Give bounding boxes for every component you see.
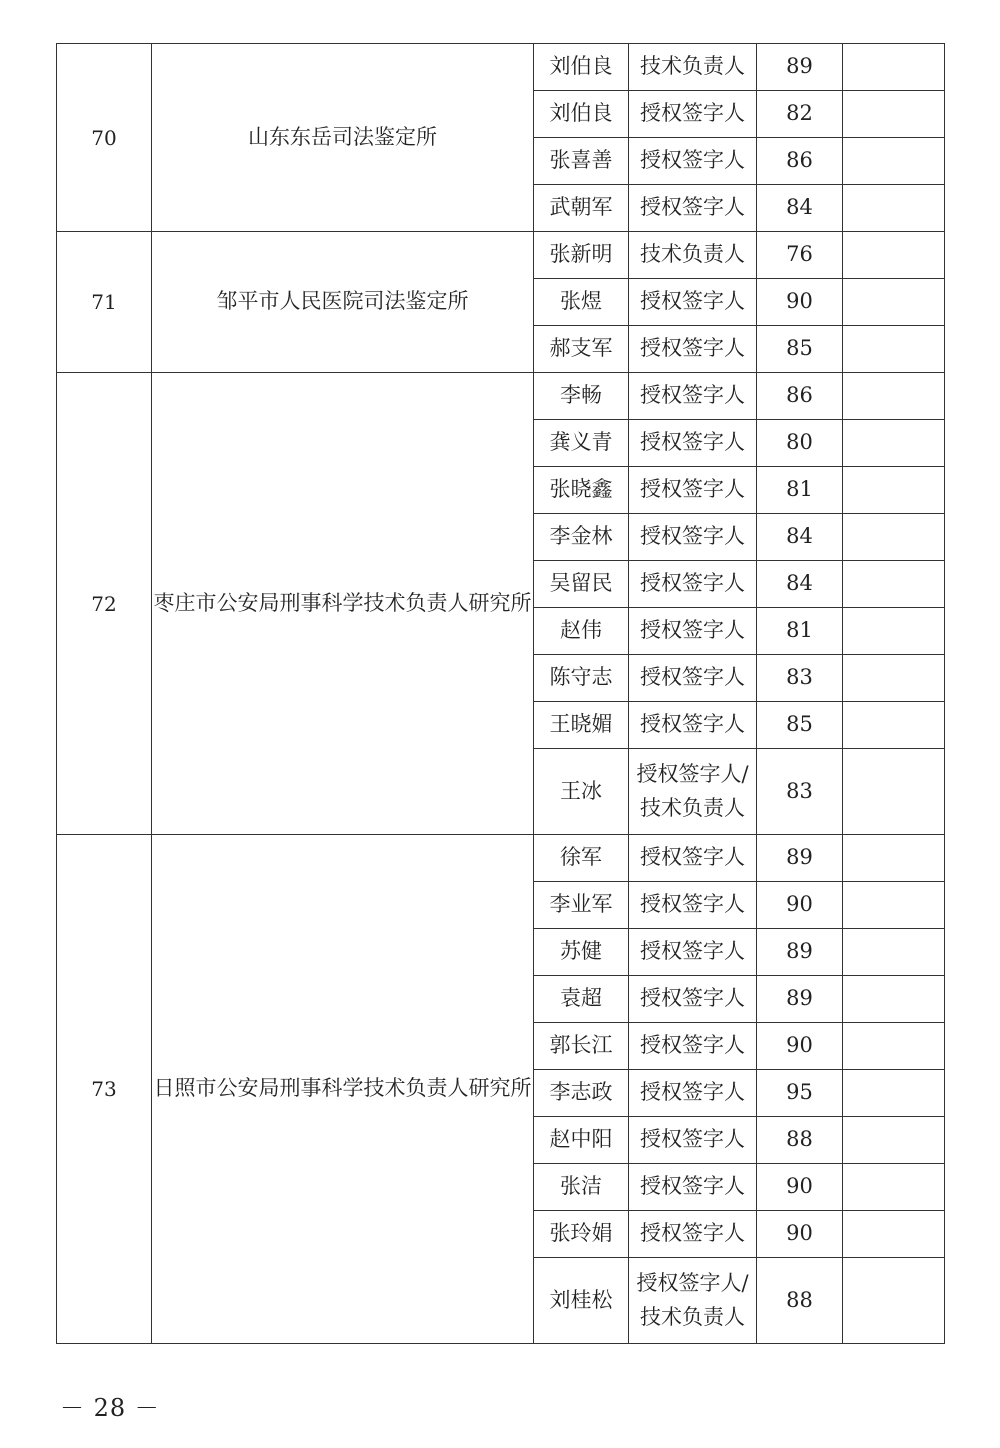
person-role	[629, 1258, 757, 1344]
person-name: 刘伯良	[534, 91, 629, 138]
person-score: 83	[757, 655, 843, 702]
empty-cell	[843, 326, 945, 373]
role-line: 技术负责人	[640, 1304, 745, 1329]
person-score: 90	[757, 1023, 843, 1070]
person-name: 张新明	[534, 232, 629, 279]
person-score: 85	[757, 326, 843, 373]
person-role: 授权签字人	[629, 608, 757, 655]
empty-cell	[843, 279, 945, 326]
organization-name: 枣庄市公安局刑事科学技术负责人研究所	[152, 373, 534, 835]
empty-cell	[843, 420, 945, 467]
person-score: 95	[757, 1070, 843, 1117]
person-score: 90	[757, 279, 843, 326]
empty-cell	[843, 1070, 945, 1117]
person-score: 89	[757, 835, 843, 882]
empty-cell	[843, 138, 945, 185]
organization-name: 邹平市人民医院司法鉴定所	[152, 232, 534, 373]
empty-cell	[843, 929, 945, 976]
empty-cell	[843, 835, 945, 882]
person-score: 82	[757, 91, 843, 138]
group-number: 71	[57, 232, 152, 373]
role-line: 技术负责人	[640, 795, 745, 820]
table-row	[57, 835, 945, 882]
table-row	[57, 44, 945, 91]
empty-cell	[843, 185, 945, 232]
person-role: 技术负责人	[629, 44, 757, 91]
empty-cell	[843, 702, 945, 749]
person-score: 86	[757, 138, 843, 185]
person-name: 龚义青	[534, 420, 629, 467]
person-score: 89	[757, 976, 843, 1023]
person-score: 90	[757, 1211, 843, 1258]
roster-table	[56, 43, 945, 1344]
person-score: 89	[757, 44, 843, 91]
person-name: 苏健	[534, 929, 629, 976]
person-score: 90	[757, 1164, 843, 1211]
person-name: 郝支军	[534, 326, 629, 373]
person-score: 81	[757, 467, 843, 514]
person-name: 赵伟	[534, 608, 629, 655]
empty-cell	[843, 44, 945, 91]
person-role: 授权签字人	[629, 279, 757, 326]
empty-cell	[843, 1211, 945, 1258]
person-role	[629, 749, 757, 835]
person-name: 刘伯良	[534, 44, 629, 91]
person-name: 袁超	[534, 976, 629, 1023]
person-name: 陈守志	[534, 655, 629, 702]
person-score: 84	[757, 185, 843, 232]
person-name: 李金林	[534, 514, 629, 561]
person-name: 李业军	[534, 882, 629, 929]
person-name: 刘桂松	[534, 1258, 629, 1344]
person-name: 张洁	[534, 1164, 629, 1211]
group-number: 73	[57, 835, 152, 1344]
group-number: 70	[57, 44, 152, 232]
role-line: 授权签字人/	[636, 1270, 749, 1295]
person-role: 授权签字人	[629, 702, 757, 749]
person-role: 授权签字人	[629, 835, 757, 882]
organization-name: 日照市公安局刑事科学技术负责人研究所	[152, 835, 534, 1344]
person-name: 武朝军	[534, 185, 629, 232]
person-name: 徐军	[534, 835, 629, 882]
person-score: 84	[757, 561, 843, 608]
table-row	[57, 373, 945, 420]
person-score: 80	[757, 420, 843, 467]
person-role: 授权签字人	[629, 420, 757, 467]
person-role: 授权签字人	[629, 373, 757, 420]
table-row	[57, 232, 945, 279]
empty-cell	[843, 608, 945, 655]
empty-cell	[843, 1117, 945, 1164]
person-score: 90	[757, 882, 843, 929]
person-name: 吴留民	[534, 561, 629, 608]
role-line: 授权签字人/	[636, 761, 749, 786]
person-name: 张煜	[534, 279, 629, 326]
person-score: 89	[757, 929, 843, 976]
person-role: 授权签字人	[629, 1070, 757, 1117]
person-role: 技术负责人	[629, 232, 757, 279]
empty-cell	[843, 976, 945, 1023]
person-score: 88	[757, 1117, 843, 1164]
person-role: 授权签字人	[629, 467, 757, 514]
person-name: 张玲娟	[534, 1211, 629, 1258]
group-number: 72	[57, 373, 152, 835]
person-role: 授权签字人	[629, 882, 757, 929]
person-role: 授权签字人	[629, 561, 757, 608]
person-role: 授权签字人	[629, 91, 757, 138]
person-name: 李畅	[534, 373, 629, 420]
person-name: 赵中阳	[534, 1117, 629, 1164]
person-role: 授权签字人	[629, 1211, 757, 1258]
person-role: 授权签字人	[629, 1117, 757, 1164]
person-score: 85	[757, 702, 843, 749]
empty-cell	[843, 373, 945, 420]
person-score: 86	[757, 373, 843, 420]
page-number: － 28 －	[60, 1394, 160, 1422]
empty-cell	[843, 467, 945, 514]
person-role: 授权签字人	[629, 655, 757, 702]
empty-cell	[843, 1164, 945, 1211]
person-role: 授权签字人	[629, 185, 757, 232]
person-score: 83	[757, 749, 843, 835]
empty-cell	[843, 882, 945, 929]
empty-cell	[843, 1023, 945, 1070]
person-name: 张喜善	[534, 138, 629, 185]
person-role: 授权签字人	[629, 1164, 757, 1211]
person-name: 李志政	[534, 1070, 629, 1117]
person-name: 张晓鑫	[534, 467, 629, 514]
person-role: 授权签字人	[629, 326, 757, 373]
empty-cell	[843, 561, 945, 608]
person-role: 授权签字人	[629, 976, 757, 1023]
empty-cell	[843, 514, 945, 561]
person-score: 76	[757, 232, 843, 279]
empty-cell	[843, 1258, 945, 1344]
empty-cell	[843, 91, 945, 138]
person-role: 授权签字人	[629, 929, 757, 976]
organization-name: 山东东岳司法鉴定所	[152, 44, 534, 232]
person-name: 王冰	[534, 749, 629, 835]
person-name: 王晓媚	[534, 702, 629, 749]
person-role: 授权签字人	[629, 514, 757, 561]
person-score: 88	[757, 1258, 843, 1344]
person-score: 84	[757, 514, 843, 561]
person-name: 郭长江	[534, 1023, 629, 1070]
empty-cell	[843, 232, 945, 279]
empty-cell	[843, 655, 945, 702]
empty-cell	[843, 749, 945, 835]
person-score: 81	[757, 608, 843, 655]
person-role: 授权签字人	[629, 1023, 757, 1070]
person-role: 授权签字人	[629, 138, 757, 185]
